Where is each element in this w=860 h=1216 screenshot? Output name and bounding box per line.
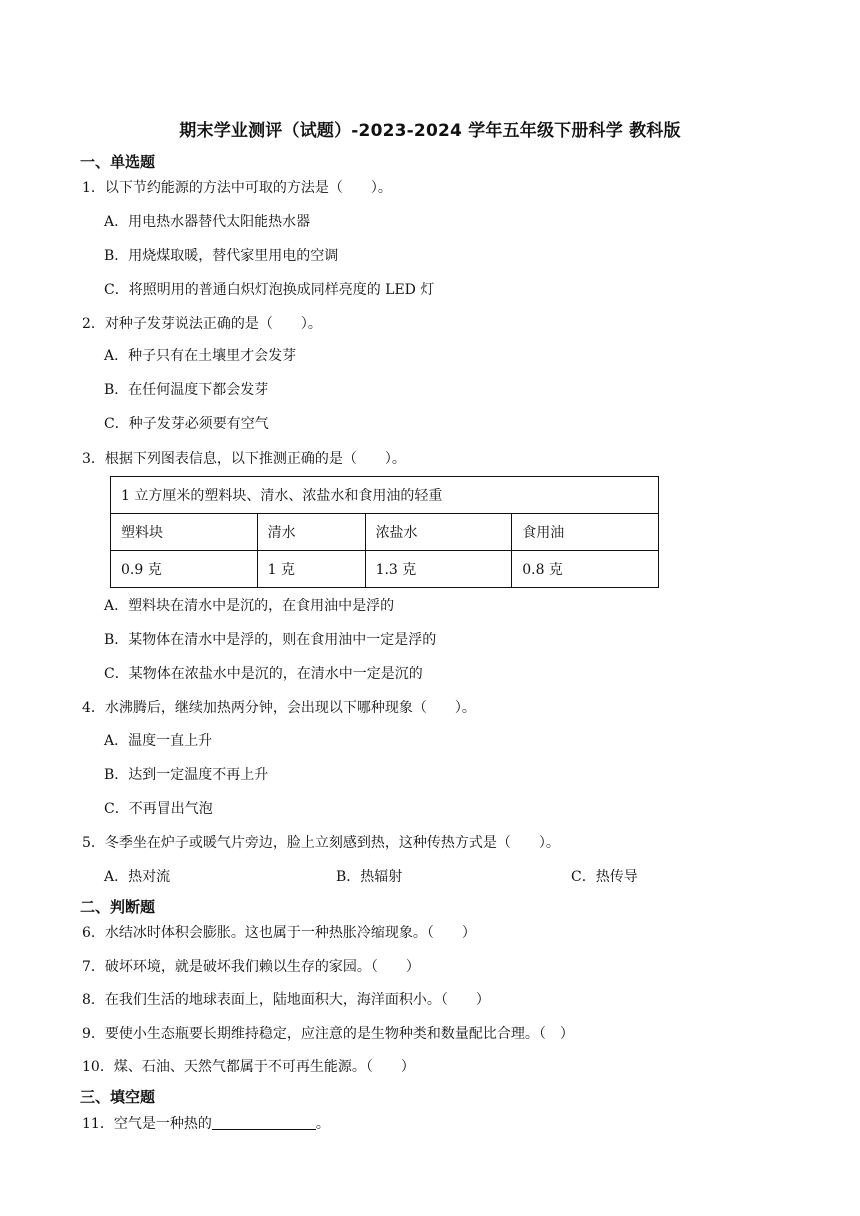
question-5-option-b: B．热辐射 — [336, 869, 403, 885]
table-cell: 0.9 克 — [111, 551, 258, 588]
question-10: 10．煤、石油、天然气都属于不可再生能源。（ ） — [82, 1059, 415, 1075]
table-header-cell: 食用油 — [512, 514, 659, 551]
question-2-option-c: C．种子发芽必须要有空气 — [104, 416, 269, 432]
question-3-option-c: C．某物体在浓盐水中是沉的，在清水中一定是沉的 — [104, 666, 423, 682]
density-table — [110, 476, 659, 588]
table-header-cell: 浓盐水 — [365, 514, 512, 551]
question-6: 6．水结冰时体积会膨胀。这也属于一种热胀冷缩现象。（ ） — [82, 925, 476, 941]
question-4-option-c: C．不再冒出气泡 — [104, 801, 213, 817]
section-heading-fill-blank: 三、填空题 — [80, 1088, 156, 1106]
table-cell: 1.3 克 — [365, 551, 512, 588]
question-3-option-a: A．塑料块在清水中是沉的，在食用油中是浮的 — [104, 598, 395, 614]
question-5-option-c: C．热传导 — [571, 869, 638, 885]
question-5-option-a: A．热对流 — [104, 869, 171, 885]
section-heading-true-false: 二、判断题 — [80, 898, 156, 916]
question-2-option-b: B．在任何温度下都会发芽 — [104, 382, 269, 398]
question-3-option-b: B．某物体在清水中是浮的，则在食用油中一定是浮的 — [104, 632, 437, 648]
table-caption: 1 立方厘米的塑料块、清水、浓盐水和食用油的轻重 — [111, 477, 659, 514]
table-header-cell: 清水 — [257, 514, 365, 551]
section-heading-single-choice: 一、单选题 — [80, 153, 156, 171]
question-2: 2．对种子发芽说法正确的是（ ）。 — [82, 316, 322, 332]
question-4: 4．水沸腾后，继续加热两分钟，会出现以下哪种现象（ ）。 — [82, 700, 476, 716]
question-4-option-b: B．达到一定温度不再上升 — [104, 767, 269, 783]
question-1: 1．以下节约能源的方法中可取的方法是（ ）。 — [82, 180, 392, 196]
question-5: 5．冬季坐在炉子或暖气片旁边，脸上立刻感到热，这种传热方式是（ ）。 — [82, 835, 560, 851]
question-1-option-b: B．用烧煤取暖，替代家里用电的空调 — [104, 248, 339, 264]
question-11-end: 。 — [315, 1116, 330, 1132]
question-1-option-c: C．将照明用的普通白炽灯泡换成同样亮度的 LED 灯 — [104, 282, 435, 298]
table-cell: 1 克 — [257, 551, 365, 588]
question-3: 3．根据下列图表信息，以下推测正确的是（ ）。 — [82, 451, 406, 467]
table-header-cell: 塑料块 — [111, 514, 258, 551]
table-header-row — [111, 514, 659, 551]
question-4-option-a: A．温度一直上升 — [104, 733, 213, 749]
question-7: 7．破坏环境，就是破坏我们赖以生存的家园。（ ） — [82, 959, 420, 975]
question-11 — [82, 1114, 330, 1134]
question-1-option-a: A．用电热水器替代太阳能热水器 — [104, 214, 311, 230]
page-title: 期末学业测评（试题）-2023-2024 学年五年级下册科学 教科版 — [179, 121, 681, 141]
table-cell: 0.8 克 — [512, 551, 659, 588]
table-row — [111, 551, 659, 588]
question-8: 8．在我们生活的地球表面上，陆地面积大，海洋面积小。（ ） — [82, 992, 490, 1008]
answer-blank[interactable] — [212, 1115, 316, 1130]
question-9: 9．要使小生态瓶要长期维持稳定，应注意的是生物种类和数量配比合理。（ ） — [82, 1026, 574, 1042]
question-11-text: 11．空气是一种热的 — [82, 1116, 212, 1132]
question-2-option-a: A．种子只有在土壤里才会发芽 — [104, 348, 297, 364]
